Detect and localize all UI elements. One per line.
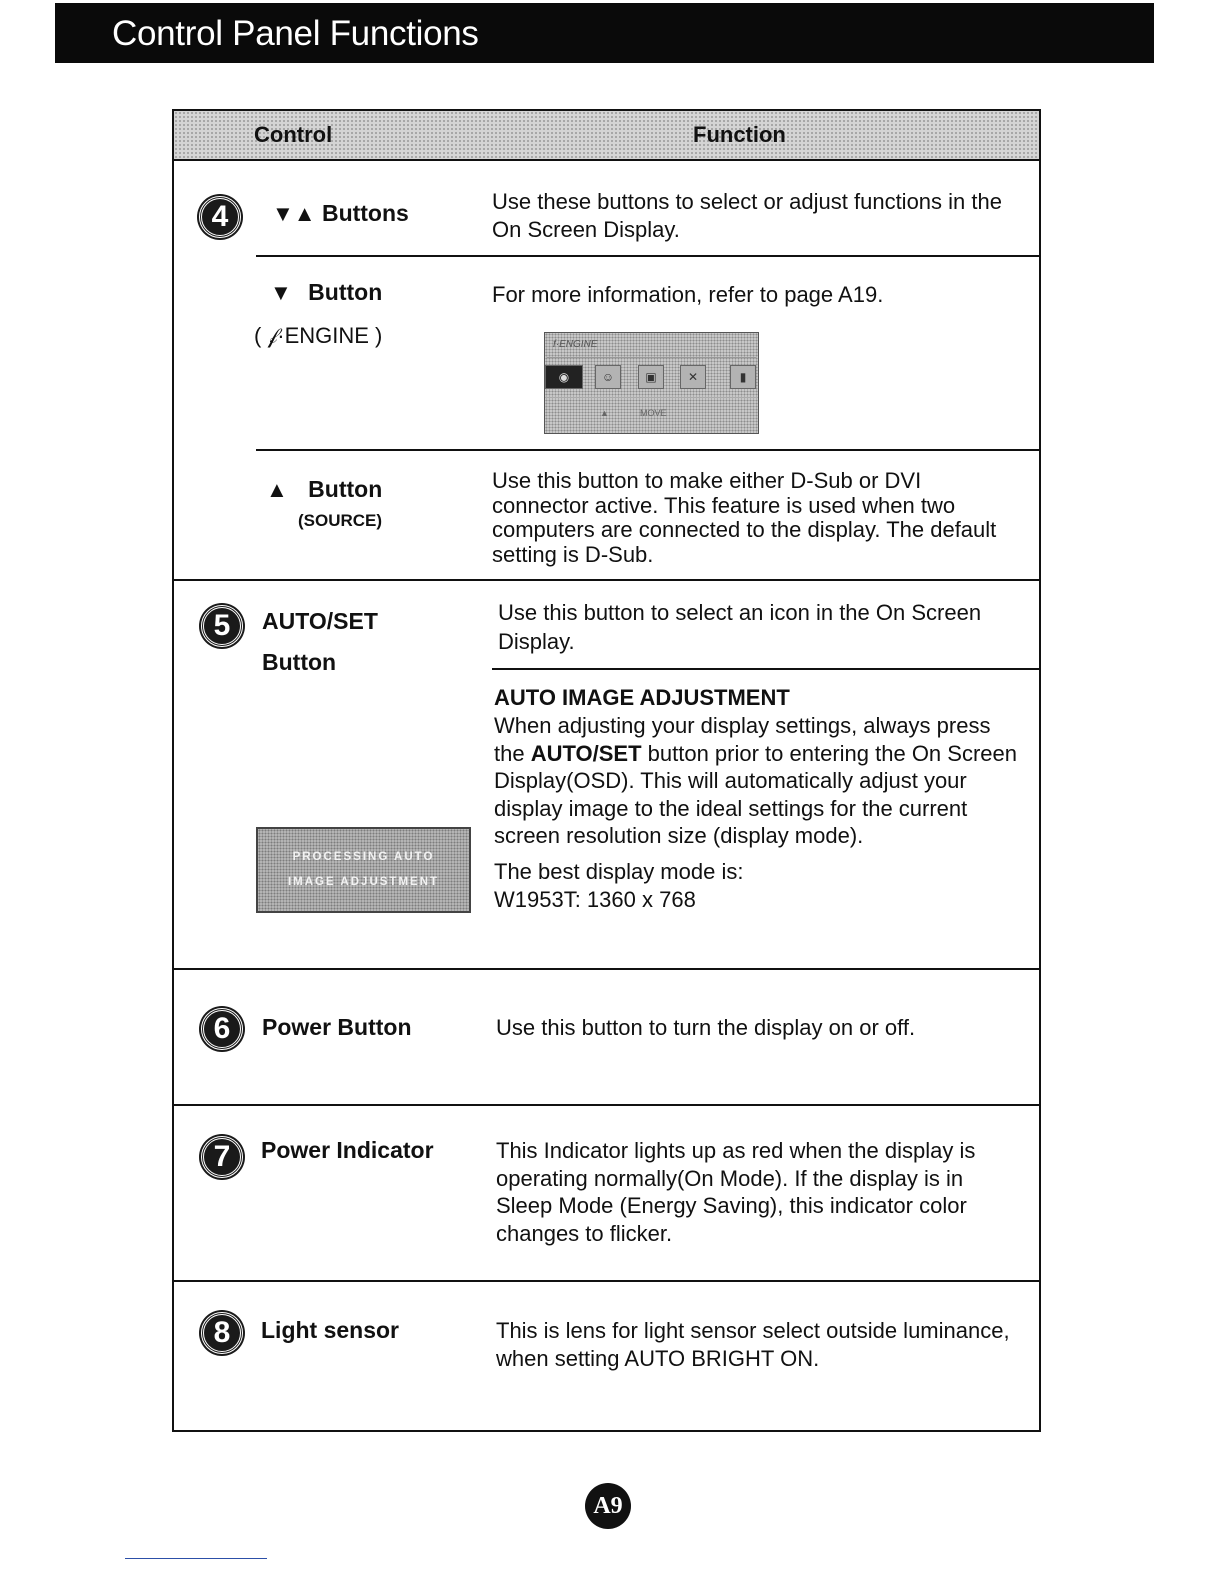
power-indicator-function: This Indicator lights up as red when the display is operating normally(On Mode). If the display is in Sleep Mode (Energy Saving), this indicator color changes to flicker. [496, 1138, 976, 1246]
down-arrow-icon: ▼ [270, 280, 292, 305]
exit-icon: ▮ [730, 365, 756, 389]
down-up-arrows-icon: ▼▲ [272, 201, 316, 226]
control-function-table [172, 109, 1041, 1432]
f-engine-osd-image [544, 332, 759, 434]
source-label: (SOURCE) [298, 511, 383, 530]
page-title: Control Panel Functions [55, 3, 1154, 63]
divider [174, 1280, 1040, 1282]
picture-icon: ▣ [638, 365, 664, 389]
badge-8: 8 [201, 1312, 243, 1354]
f-engine-label: ( 𝒻·ENGINE ) [254, 323, 383, 348]
up-arrow-icon: ▲ [266, 477, 288, 502]
power-button-function: Use this button to turn the display on or off. [496, 1015, 916, 1040]
header-control: Control [254, 122, 333, 147]
auto-set-button-label: AUTO/SET Button [262, 608, 378, 675]
light-sensor-function: This is lens for light sensor select outside luminance, when setting AUTO BRIGHT ON. [496, 1318, 1010, 1371]
person-icon: ☺ [595, 365, 621, 389]
up-button-label: ▲ Button [266, 476, 383, 502]
close-icon: ✕ [680, 365, 706, 389]
osd-icon-row [545, 365, 758, 391]
divider [256, 449, 1041, 451]
footer-line [125, 1558, 267, 1559]
badge-5: 5 [201, 605, 243, 647]
auto-image-adjustment-text: When adjusting your display settings, always press the AUTO/SET button prior to entering the On Screen Display(OSD). This will automatically adjust your display image to the ideal settings for the current screen resolution size (display mode). [494, 713, 1017, 848]
divider [174, 968, 1040, 970]
osd-footer: ▲ MOVE [545, 397, 758, 432]
eye-icon: ◉ [545, 365, 583, 389]
power-indicator-label: Power Indicator [261, 1137, 434, 1163]
header-function: Function [693, 122, 786, 147]
divider [174, 579, 1040, 581]
up-button-function: Use this button to make either D-Sub or DVI connector active. This feature is used when two computers are connected to the display. The default setting is D-Sub. [492, 468, 997, 567]
processing-auto-image: PROCESSING AUTO IMAGE ADJUSTMENT [256, 827, 471, 913]
page-number-badge: A9 [585, 1483, 631, 1529]
auto-set-function: Use this button to select an icon in the On Screen Display. [498, 600, 982, 654]
table-header [174, 111, 1039, 161]
updown-buttons-function: Use these buttons to select or adjust functions in the On Screen Display. [492, 189, 1002, 242]
best-mode-value: W1953T: 1360 x 768 [494, 887, 696, 912]
badge-6: 6 [201, 1008, 243, 1050]
auto-image-adjustment-heading: AUTO IMAGE ADJUSTMENT [494, 685, 790, 710]
divider [174, 1104, 1040, 1106]
badge-7: 7 [201, 1136, 243, 1178]
updown-buttons-label: ▼▲ Buttons [272, 200, 409, 226]
power-button-label: Power Button [262, 1014, 412, 1040]
osd-title-bar: f·ENGINE [547, 335, 756, 358]
badge-4: 4 [199, 196, 241, 238]
light-sensor-label: Light sensor [261, 1317, 400, 1343]
best-mode-label: The best display mode is: [494, 859, 744, 884]
down-button-label: ▼ Button [270, 279, 383, 305]
down-button-function: For more information, refer to page A19. [492, 282, 884, 307]
divider [492, 668, 1041, 670]
arrow-icon: ▲ [600, 408, 609, 418]
divider [256, 255, 1041, 257]
